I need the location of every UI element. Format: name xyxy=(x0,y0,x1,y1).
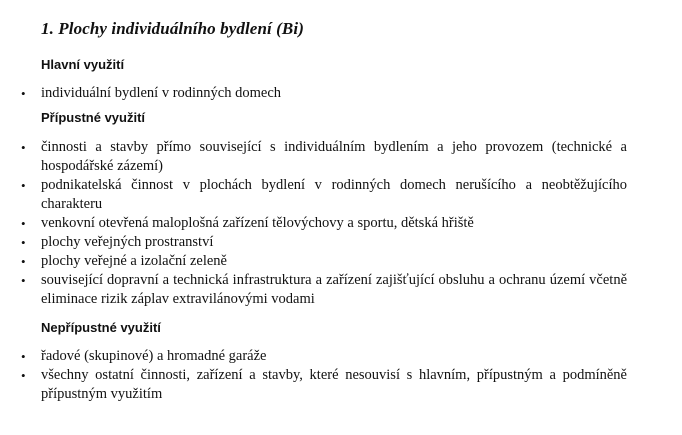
list-item xyxy=(21,366,627,404)
list-item xyxy=(21,176,627,214)
main-use-list xyxy=(21,84,627,103)
bullet-icon: • xyxy=(21,86,26,101)
list-item-text: činnosti a stavby přímo související s individuálním bydlením a jeho provozem (technické a hospodářské zázemí) xyxy=(41,139,627,174)
list-item xyxy=(21,233,627,252)
list-item-text: všechny ostatní činnosti, zařízení a stavby, které nesouvisí s hlavním, přípustným a podmíněně přípustným využitím xyxy=(41,367,627,402)
bullet-icon: • xyxy=(21,349,26,364)
list-item xyxy=(21,347,627,366)
bullet-icon: • xyxy=(21,140,26,155)
bullet-icon: • xyxy=(21,254,26,269)
list-item-text: venkovní otevřená maloplošná zařízení tělovýchovy a sportu, dětská hřiště xyxy=(41,215,474,231)
bullet-icon: • xyxy=(21,368,26,383)
list-item xyxy=(21,214,627,233)
list-item xyxy=(21,271,627,309)
list-item-text: řadové (skupinové) a hromadné garáže xyxy=(41,348,267,364)
bullet-icon: • xyxy=(21,273,26,288)
list-item-text: plochy veřejných prostranství xyxy=(41,234,214,250)
list-item-text: související dopravní a technická infrastruktura a zařízení zajišťující obsluhu a ochranu území včetně eliminace rizik záplav extravilánovými vodami xyxy=(41,272,627,307)
list-item-text: podnikatelská činnost v plochách bydlení v rodinných domech nerušícího a neobtěžujícího charakteru xyxy=(41,177,627,212)
list-item xyxy=(21,252,627,271)
bullet-icon: • xyxy=(21,235,26,250)
forbidden-use-list xyxy=(21,347,627,404)
allowed-use-list xyxy=(21,138,627,309)
section-title: 1. Plochy individuálního bydlení (Bi) xyxy=(41,19,304,38)
bullet-icon: • xyxy=(21,178,26,193)
list-item xyxy=(21,84,627,103)
list-item-text: individuální bydlení v rodinných domech xyxy=(41,85,282,101)
allowed-use-heading: Přípustné využití xyxy=(41,110,146,125)
forbidden-use-heading: Nepřípustné využití xyxy=(41,320,161,335)
list-item xyxy=(21,138,627,176)
list-item-text: plochy veřejné a izolační zeleně xyxy=(41,253,227,269)
main-use-heading: Hlavní využití xyxy=(41,57,125,72)
bullet-icon: • xyxy=(21,216,26,231)
